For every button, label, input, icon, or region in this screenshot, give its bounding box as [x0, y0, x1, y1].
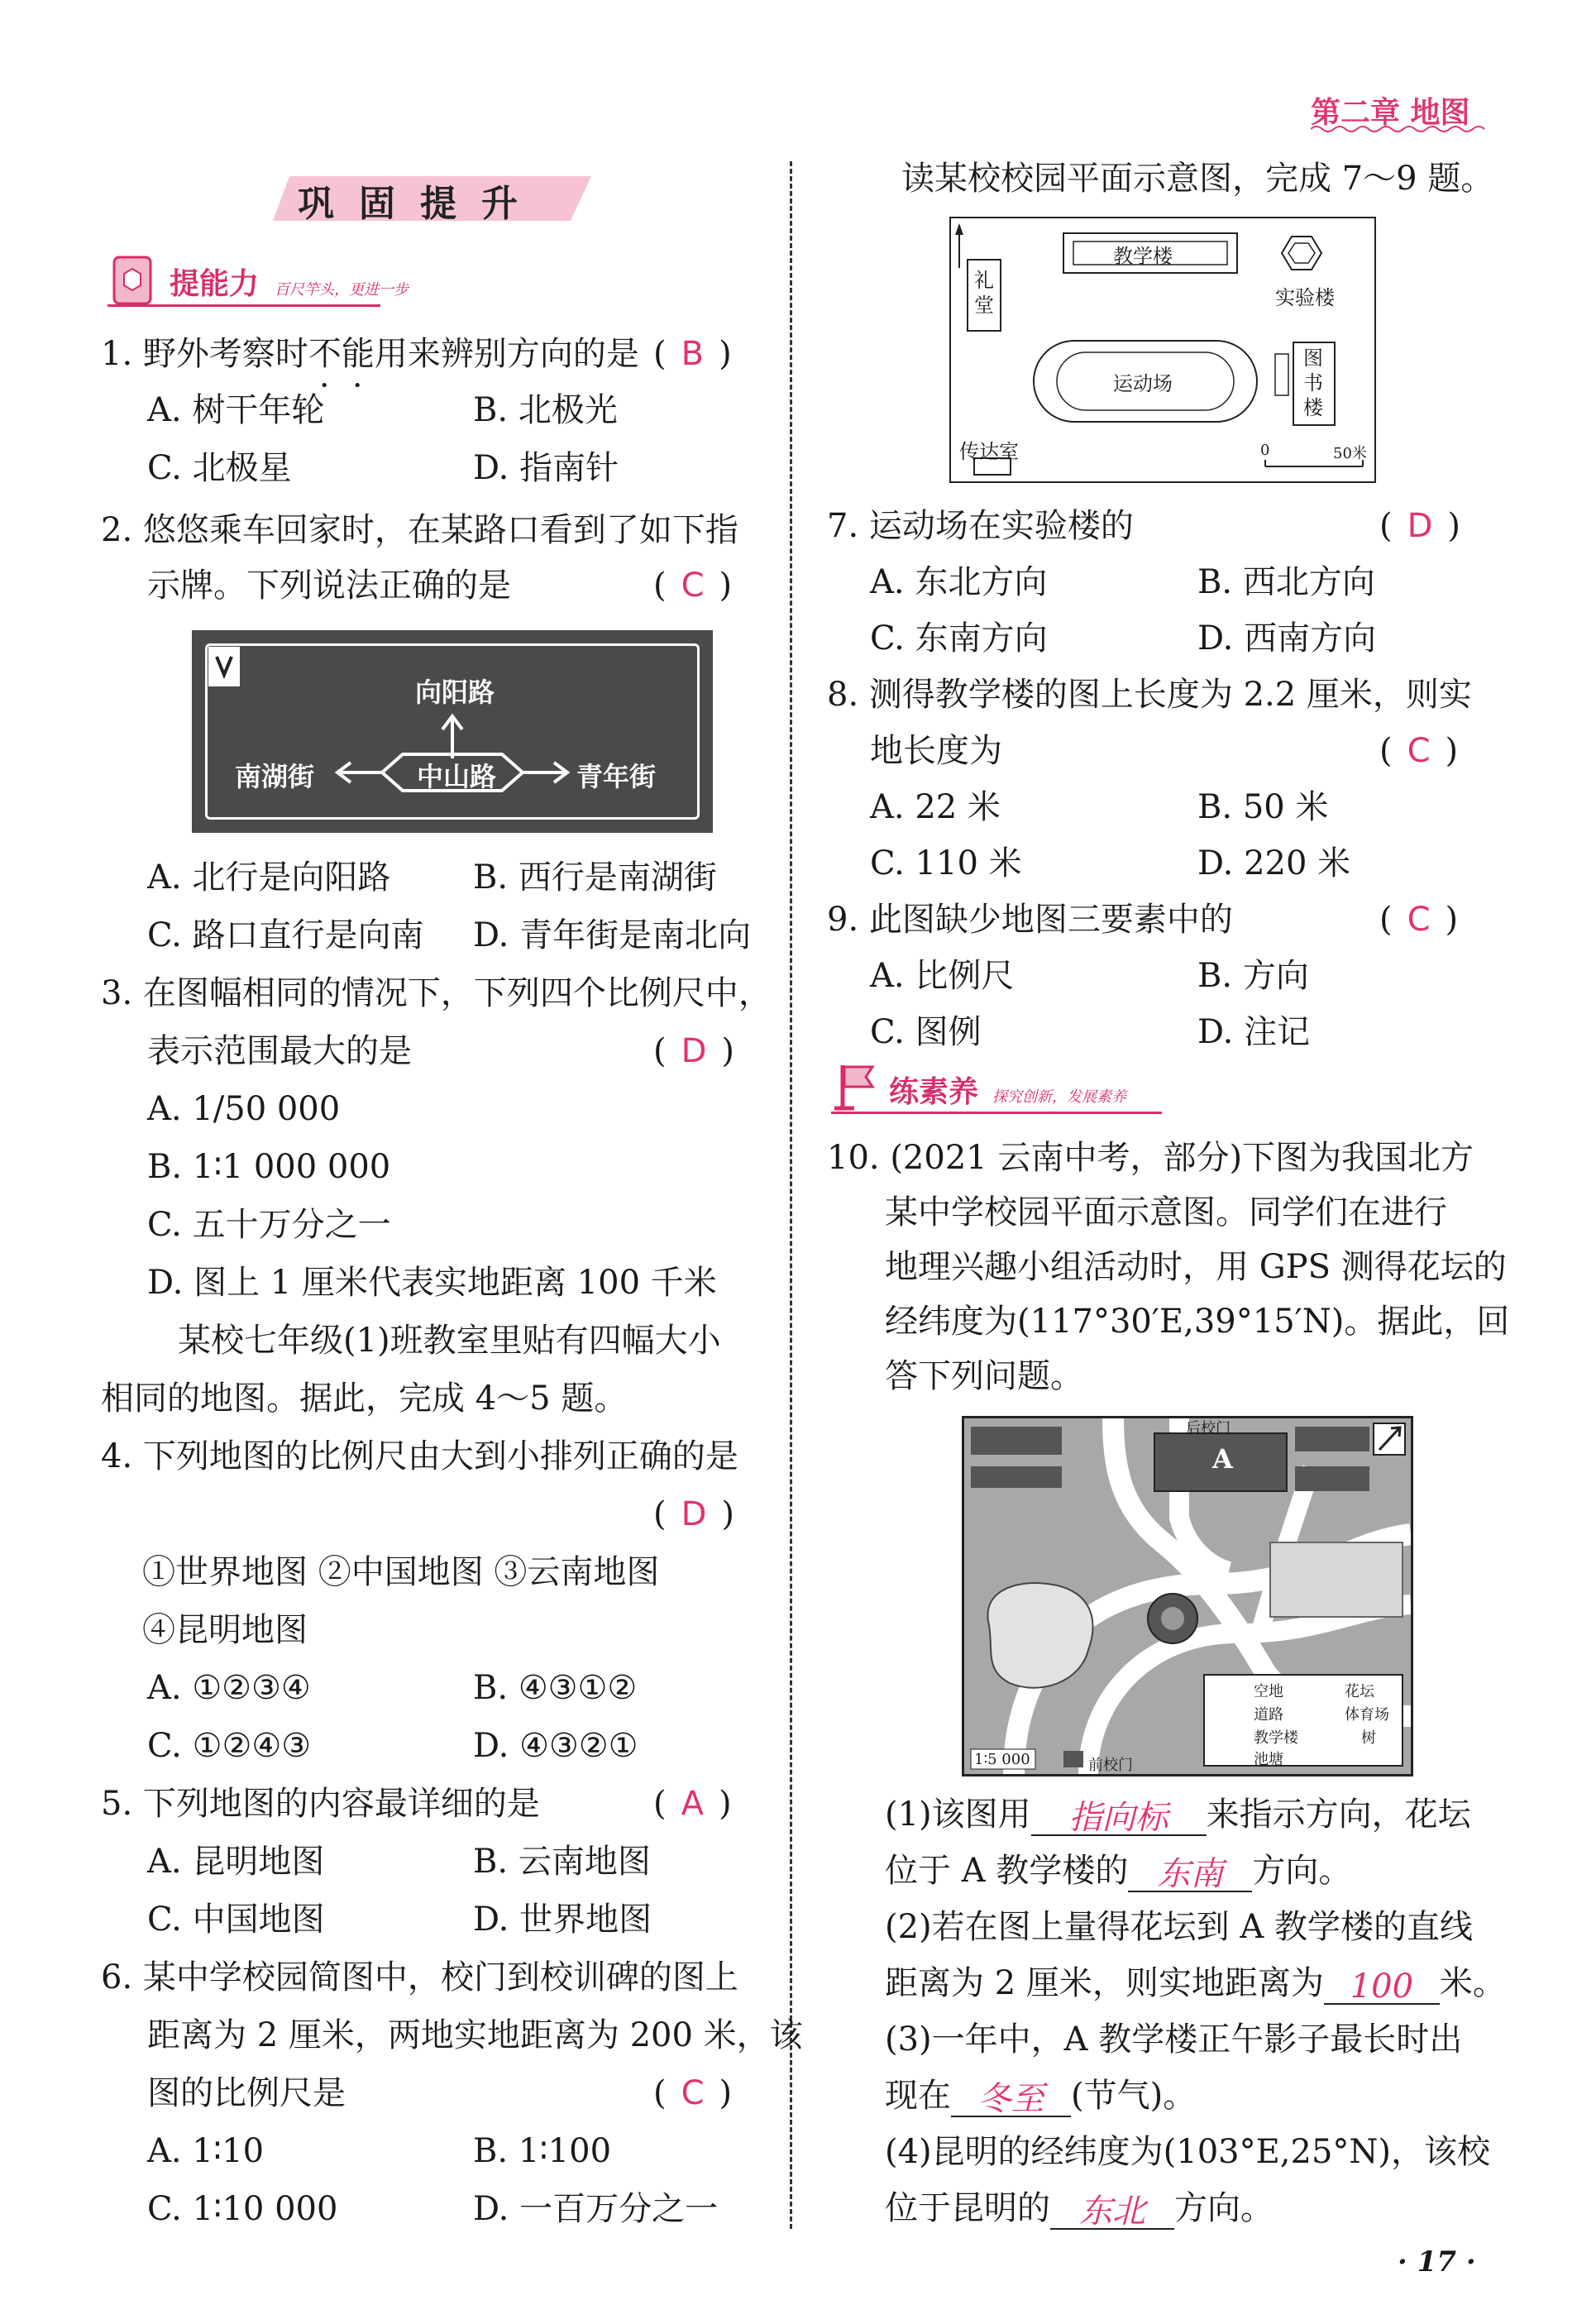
- q3-option-a[interactable]: A. 1/50 000: [147, 1090, 341, 1128]
- q2-option-c[interactable]: C. 路口直行是向南: [147, 916, 424, 954]
- school-map-drawing: [964, 1418, 1411, 1774]
- q10-stem-line3: 地理兴趣小组活动时，用 GPS 测得花坛的: [885, 1248, 1507, 1286]
- q4-items-line2: ④昆明地图: [142, 1611, 308, 1649]
- map-gate-room: 传达室: [959, 440, 1019, 463]
- banner-subtitle: 百尺竿头，更进一步: [275, 281, 409, 299]
- map-lab-building: 实验楼: [1275, 286, 1335, 309]
- map-sports-field: 运动场: [1113, 372, 1173, 395]
- q9-option-d[interactable]: D. 注记: [1197, 1013, 1311, 1051]
- q10-sub1-blank2[interactable]: 东南: [1128, 1853, 1252, 1892]
- q4-stem: 4. 下列地图的比例尺由大到小排列正确的是: [101, 1437, 738, 1475]
- q10-sub2-line1: (2)若在图上量得花坛到 A 教学楼的直线: [885, 1908, 1473, 1946]
- q1-option-d[interactable]: D. 指南针: [473, 449, 619, 487]
- q2-option-d[interactable]: D. 青年街是南北向: [473, 916, 752, 954]
- map-scale-zero: 0: [1260, 442, 1270, 459]
- q3-stem-line2: 表示范围最大的是: [147, 1032, 412, 1070]
- q5-option-d[interactable]: D. 世界地图: [473, 1901, 652, 1939]
- map-teaching-building: 教学楼: [1113, 245, 1173, 268]
- map-scale-end: 50米: [1333, 445, 1367, 462]
- q1-answer: ( B ): [653, 335, 732, 373]
- q4-option-b[interactable]: B. ④③①②: [473, 1669, 638, 1707]
- legend-flower-bed: 花坛: [1345, 1683, 1374, 1700]
- q1-stem: 1. 野外考察时不能用来辨别方向的是: [101, 335, 639, 373]
- q3-option-b[interactable]: B. 1∶1 000 000: [147, 1148, 391, 1186]
- q4-items-line1: ①世界地图 ②中国地图 ③云南地图: [142, 1553, 660, 1591]
- campus-map: [949, 217, 1376, 483]
- q10-stem-line1: 10. (2021 云南中考，部分)下图为我国北方: [827, 1139, 1474, 1177]
- banner-title: 提能力: [170, 267, 260, 301]
- banner2-underline: [831, 1112, 1162, 1114]
- legend-tree: 树: [1361, 1729, 1376, 1747]
- q4-option-a[interactable]: A. ①②③④: [147, 1669, 311, 1707]
- section-title: 巩固提升: [298, 183, 542, 225]
- banner2-subtitle: 探究创新，发展素养: [992, 1088, 1126, 1106]
- q4-option-d[interactable]: D. ④③②①: [473, 1727, 638, 1765]
- q5-option-a[interactable]: A. 昆明地图: [147, 1843, 325, 1881]
- q6-option-a[interactable]: A. 1∶10: [147, 2132, 265, 2170]
- q9-option-a[interactable]: A. 比例尺: [870, 957, 1015, 995]
- q9-option-c[interactable]: C. 图例: [870, 1013, 982, 1051]
- q8-answer: ( C ): [1379, 732, 1459, 770]
- q10-sub3-line1: (3)一年中，A 教学楼正午影子最长时出: [885, 2020, 1463, 2059]
- q8-option-c[interactable]: C. 110 米: [870, 844, 1022, 882]
- q3-option-c[interactable]: C. 五十万分之一: [147, 1206, 391, 1244]
- legend-road: 道路: [1254, 1706, 1283, 1724]
- intro-79: 读某校校园平面示意图，完成 7～9 题。: [901, 160, 1494, 198]
- map-hall: 礼堂: [974, 269, 994, 317]
- chapter-header: 第二章 地图: [1311, 96, 1470, 130]
- q5-option-b[interactable]: B. 云南地图: [473, 1843, 651, 1881]
- book-icon: [108, 252, 157, 310]
- q5-stem: 5. 下列地图的内容最详细的是: [101, 1785, 540, 1823]
- q8-option-a[interactable]: A. 22 米: [870, 788, 1001, 826]
- q2-stem-line2: 示牌。下列说法正确的是: [147, 567, 511, 605]
- q8-option-b[interactable]: B. 50 米: [1197, 788, 1329, 826]
- q4-option-c[interactable]: C. ①②④③: [147, 1727, 312, 1765]
- map-scale: 1∶5 000: [974, 1751, 1030, 1768]
- q10-sub1-blank1[interactable]: 指向标: [1031, 1796, 1207, 1836]
- column-divider: [790, 161, 792, 2229]
- q10-sub3-line2: 现在 冬至 (节气)。: [885, 2077, 1197, 2118]
- q10-stem-line5: 答下列问题。: [885, 1357, 1083, 1395]
- q2-stem-line1: 2. 悠悠乘车回家时，在某路口看到了如下指: [101, 511, 738, 549]
- sign-north-road: 向阳路: [415, 677, 495, 708]
- q10-sub2-line2: 距离为 2 厘米，则实地距离为 100 米。: [885, 1964, 1506, 2006]
- q3-option-d[interactable]: D. 图上 1 厘米代表实地距离 100 千米: [147, 1264, 717, 1302]
- q7-option-c[interactable]: C. 东南方向: [870, 619, 1048, 658]
- school-map: [962, 1416, 1413, 1776]
- q3-stem-line1: 3. 在图幅相同的情况下，下列四个比例尺中，: [101, 974, 772, 1012]
- q6-stem-line2: 距离为 2 厘米，两地实地距离为 200 米，该: [147, 2016, 803, 2054]
- q1-option-c[interactable]: C. 北极星: [147, 449, 292, 487]
- legend-teaching-building: 教学楼: [1254, 1729, 1298, 1747]
- q6-stem-line3: 图的比例尺是: [147, 2074, 346, 2112]
- intro-45-line1: 某校七年级(1)班教室里贴有四幅大小: [178, 1322, 721, 1360]
- q8-option-d[interactable]: D. 220 米: [1197, 844, 1351, 882]
- q4-answer: ( D ): [653, 1495, 735, 1533]
- q10-sub4-blank[interactable]: 东北: [1050, 2190, 1174, 2230]
- q10-stem-line2: 某中学校园平面示意图。同学们在进行: [885, 1193, 1447, 1231]
- q2-answer: ( C ): [653, 567, 733, 605]
- flag-icon: [831, 1060, 881, 1112]
- sign-east: 青年街: [576, 761, 657, 792]
- q10-sub2-blank[interactable]: 100: [1324, 1965, 1440, 2005]
- map-library: 图书楼: [1303, 347, 1323, 419]
- q7-option-d[interactable]: D. 西南方向: [1197, 619, 1377, 658]
- header-wave: [1311, 124, 1489, 134]
- legend-open-space: 空地: [1254, 1683, 1283, 1700]
- q7-option-a[interactable]: A. 东北方向: [870, 563, 1048, 601]
- legend-stadium: 体育场: [1345, 1706, 1389, 1724]
- map-front-gate: 前校门: [1088, 1757, 1133, 1774]
- page-number: · 17 ·: [1398, 2245, 1476, 2279]
- map-building-a: A: [1212, 1443, 1233, 1475]
- sign-arrows: [192, 630, 713, 833]
- q1-option-a[interactable]: A. 树干年轮: [147, 391, 325, 429]
- q7-answer: ( D ): [1379, 507, 1461, 545]
- road-sign: [192, 630, 713, 833]
- q1-option-b[interactable]: B. 北极光: [473, 391, 618, 429]
- q10-sub1-line2: 位于 A 教学楼的 东南 方向。: [885, 1852, 1352, 1893]
- q6-option-d[interactable]: D. 一百万分之一: [473, 2190, 719, 2228]
- q5-option-c[interactable]: C. 中国地图: [147, 1901, 325, 1939]
- intro-45-line2: 相同的地图。据此，完成 4～5 题。: [101, 1380, 628, 1418]
- q10-sub1-line1: (1)该图用 指向标 来指示方向，花坛: [885, 1796, 1471, 1837]
- q9-option-b[interactable]: B. 方向: [1197, 957, 1309, 995]
- q5-answer: ( A ): [653, 1785, 732, 1823]
- q6-answer: ( C ): [653, 2074, 733, 2112]
- q7-option-b[interactable]: B. 西北方向: [1197, 563, 1375, 601]
- q2-option-a[interactable]: A. 北行是向阳路: [147, 858, 391, 897]
- q10-sub3-blank[interactable]: 冬至: [951, 2078, 1071, 2117]
- q2-option-b[interactable]: B. 西行是南湖街: [473, 858, 717, 897]
- q8-stem-line2: 地长度为: [870, 732, 1002, 770]
- q10-sub4-line2: 位于昆明的 东北 方向。: [885, 2189, 1274, 2231]
- banner-underline: [108, 304, 380, 307]
- q7-stem: 7. 运动场在实验楼的: [827, 507, 1134, 545]
- q8-stem-line1: 8. 测得教学楼的图上长度为 2.2 厘米，则实: [827, 676, 1472, 714]
- q6-option-c[interactable]: C. 1∶10 000: [147, 2190, 338, 2228]
- q6-option-b[interactable]: B. 1∶100: [473, 2132, 612, 2170]
- q10-stem-line4: 经纬度为(117°30′E,39°15′N)。据此，回: [885, 1303, 1510, 1341]
- map-back-gate: 后校门: [1186, 1420, 1231, 1437]
- sign-center-road: 中山路: [417, 761, 497, 792]
- legend-pond: 池塘: [1254, 1751, 1283, 1768]
- q6-stem-line1: 6. 某中学校园简图中，校门到校训碑的图上: [101, 1958, 738, 1996]
- sign-west: 南湖街: [235, 761, 315, 792]
- banner2-title: 练素养: [889, 1075, 979, 1109]
- q9-answer: ( C ): [1379, 901, 1459, 939]
- q3-answer: ( D ): [653, 1032, 735, 1070]
- q10-sub4-line1: (4)昆明的经纬度为(103°E,25°N)，该校: [885, 2133, 1491, 2171]
- q9-stem: 9. 此图缺少地图三要素中的: [827, 901, 1233, 939]
